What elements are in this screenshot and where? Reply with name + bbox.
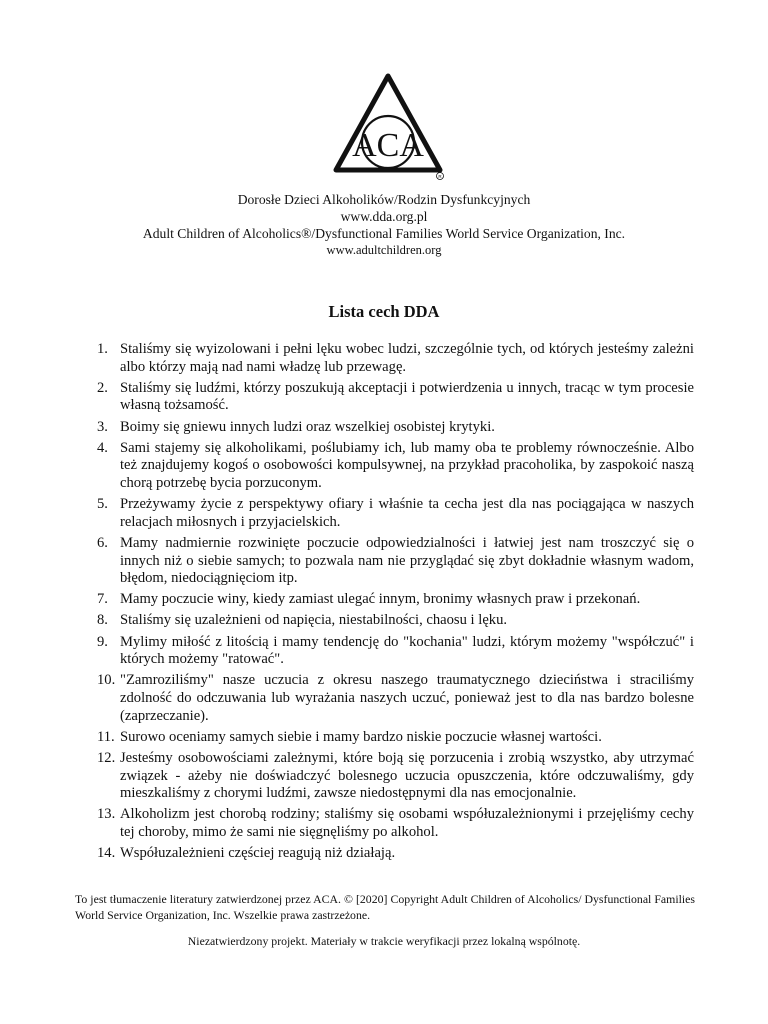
list-item [94,634,694,669]
copyright-notice: To jest tłumaczenie literatury zatwierdzonej przez ACA. © [2020] Copyright Adult Children of Alcoholics/ Dysfunctional Families World Service Organization, Inc. Wszelkie prawa zastrzeżone. [75,892,695,922]
item-number: 10. [97,672,116,689]
item-number: 9. [97,633,108,650]
item-number: 11. [97,728,115,745]
item-text: Jesteśmy osobowościami zależnymi, które boją się porzucenia i zrobią wszystko, aby utrzymać związek - ażeby nie doświadczyć bolesnego uczucia opuszczenia, które odczuwaliśmy, gdy mieszkaliśmy z chorymi ludźmi, zawsze niedostępnymi dla nas emocjonalnie. [120,750,694,802]
item-text: Alkoholizm jest chorobą rodziny; staliśmy się osobami współuzależnionymi i przejęliśmy cechy tej choroby, mimo że sami nie sięgnęliśmy po alkohol. [120,806,694,840]
item-text: Mylimy miłość z litością i mamy tendencję do "kochania" ludzi, którym możemy "współczuć" i których możemy "ratować". [120,633,694,668]
list-item [94,612,694,630]
svg-text:R: R [438,174,442,179]
url-en[interactable]: www.adultchildren.org [326,243,442,257]
list-item [94,672,694,725]
page-title: Lista cech DDA [328,302,440,321]
item-number: 6. [97,534,108,551]
item-text: Współuzależnieni częściej reagują niż działają. [120,845,396,862]
item-text: Przeżywamy życie z perspektywy ofiary i właśnie ta cecha jest dla nas pociągająca w naszych relacjach miłosnych i przyjacielskich. [120,496,694,530]
item-text: Staliśmy się ludźmi, którzy poszukują akceptacji i potwierdzenia u innych, tracąc w tym procesie własną tożsamość. [120,379,694,414]
item-number: 1. [97,341,108,357]
list-item [94,419,694,437]
item-text: Staliśmy się wyizolowani i pełni lęku wobec ludzi, szczególnie tych, od których jesteśmy zależni albo którzy mają nad nami władzę lub przewagę. [120,341,694,375]
list-item [94,750,694,803]
list-item [94,341,694,376]
svg-text:ACA: ACA [352,127,424,164]
list-item [94,806,694,841]
item-number: 7. [97,591,108,608]
list-item [94,380,694,415]
item-text: Staliśmy się uzależnieni od napięcia, niestabilności, chaosu i lęku. [120,612,508,629]
list-item [94,496,694,531]
item-text: Mamy nadmiernie rozwinięte poczucie odpowiedzialności i łatwiej jest nam troszczyć się o innych niż o siebie samych; to pozwala nam nie przyglądać się zbyt dokładnie własnym wadom, błędom, niedociągnięciom itp. [120,534,694,587]
draft-note: Niezatwierdzony projekt. Materiały w trakcie weryfikacji przez lokalną wspólnotę. [187,934,581,948]
item-number: 3. [97,418,108,435]
item-number: 12. [97,750,116,766]
item-number: 2. [97,379,108,396]
item-number: 4. [97,439,108,456]
item-number: 5. [97,496,108,513]
list-item [94,845,694,863]
org-name-pl: Dorosłe Dzieci Alkoholików/Rodzin Dysfunkcyjnych [237,192,531,207]
item-number: 14. [97,845,116,862]
list-item [94,535,694,588]
org-name-en: Adult Children of Alcoholics®/Dysfunctional Families World Service Organization, Inc. [142,226,626,241]
list-item [94,591,694,609]
item-text: Surowo oceniamy samych siebie i mamy bardzo niskie poczucie własnej wartości. [120,728,602,745]
url-pl[interactable]: www.dda.org.pl [340,209,428,224]
list-item [94,440,694,493]
item-text: "Zamroziliśmy" nasze uczucia z okresu naszego traumatycznego dzieciństwa i straciliśmy zdolność do odczuwania lub wyrażania naszych uczuć, ponieważ jest to dla nas bardzo bolesne (zaprzeczanie). [120,672,694,724]
item-text: Mamy poczucie winy, kiedy zamiast ulegać innym, bronimy własnych praw i przekonań. [120,591,641,608]
item-number: 13. [97,806,116,823]
item-text: Sami stajemy się alkoholikami, poślubiamy ich, lub mamy oba te problemy równocześnie. Albo też znajdujemy kogoś o osobowości kompulsywnej, na przykład pracoholika, by zaspokoić naszą chorą potrzebę bycia porzuconym. [120,439,694,491]
aca-logo [328,72,448,180]
item-text: Boimy się gniewu innych ludzi oraz wszelkiej osobistej krytyki. [120,418,495,435]
item-number: 8. [97,612,108,629]
list-item [94,729,694,747]
traits-list [94,341,694,866]
